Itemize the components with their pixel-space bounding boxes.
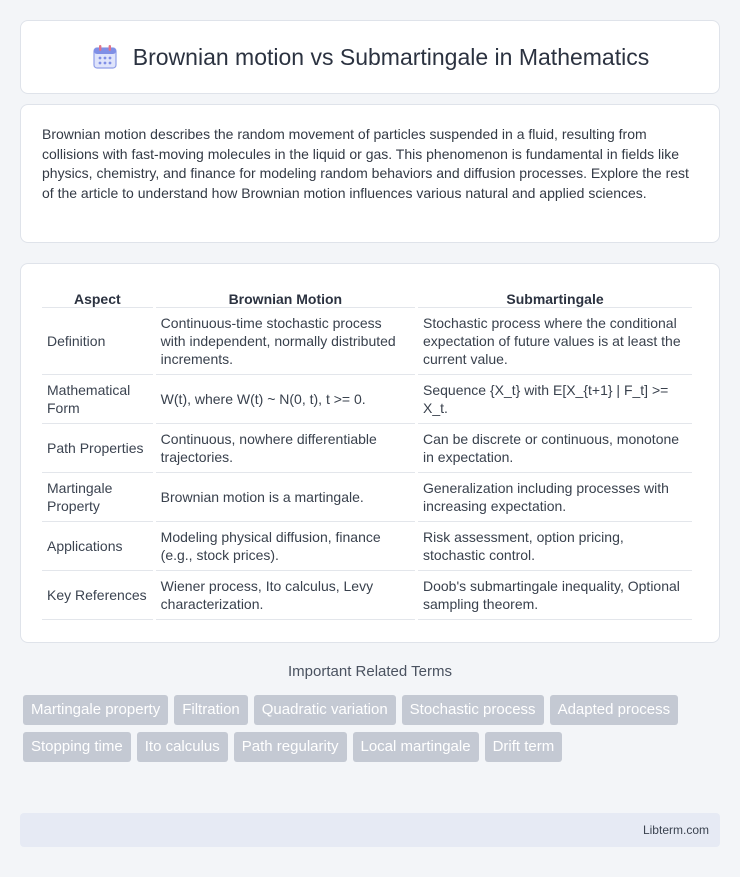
row-brownian: Continuous, nowhere differentiable trajectories. [156, 424, 415, 473]
tag-adapted-process[interactable]: Adapted process [550, 695, 679, 725]
row-aspect: Definition [42, 308, 153, 375]
comparison-table-card [20, 263, 720, 643]
row-aspect: Martingale Property [42, 473, 153, 522]
tag-quadratic-variation[interactable]: Quadratic variation [254, 695, 396, 725]
intro-paragraph: Brownian motion describes the random movement of particles suspended in a fluid, resulting from collisions with fast-moving molecules in the liquid or gas. This phenomenon is fundamental in fields like physics, chemistry, and finance for modeling random behaviors and diffusion processes. Explore the rest of the article to understand how Brownian motion influences various natural and applied sciences. [42, 126, 689, 201]
comparison-table [39, 284, 695, 620]
row-brownian: Brownian motion is a martingale. [156, 473, 415, 522]
tag-stopping-time[interactable]: Stopping time [23, 732, 131, 762]
tag-drift-term[interactable]: Drift term [485, 732, 563, 762]
footer [20, 813, 720, 847]
tag-martingale-property[interactable]: Martingale property [23, 695, 168, 725]
tag-filtration[interactable]: Filtration [174, 695, 248, 725]
page-title: Brownian motion vs Submartingale in Mathematics [132, 43, 650, 70]
table-row [42, 473, 692, 522]
row-submartingale: Stochastic process where the conditional expectation of future values is at least the current value. [418, 308, 692, 375]
row-aspect: Applications [42, 522, 153, 571]
header-card [20, 20, 720, 94]
tag-stochastic-process[interactable]: Stochastic process [402, 695, 544, 725]
table-row [42, 522, 692, 571]
row-aspect: Path Properties [42, 424, 153, 473]
table-row [42, 375, 692, 424]
table-row [42, 308, 692, 375]
row-brownian: Modeling physical diffusion, finance (e.g., stock prices). [156, 522, 415, 571]
row-brownian: Wiener process, Ito calculus, Levy characterization. [156, 571, 415, 620]
tag-local-martingale[interactable]: Local martingale [353, 732, 479, 762]
table-row [42, 571, 692, 620]
row-submartingale: Doob's submartingale inequality, Optional sampling theorem. [418, 571, 692, 620]
row-submartingale: Risk assessment, option pricing, stochastic control. [418, 522, 692, 571]
header-aspect: Aspect [42, 284, 153, 308]
footer-site-link[interactable]: Libterm.com [642, 823, 709, 837]
table-header-row [42, 284, 692, 308]
row-brownian: W(t), where W(t) ~ N(0, t), t >= 0. [156, 375, 415, 424]
header-brownian-motion: Brownian Motion [156, 284, 415, 308]
tag-path-regularity[interactable]: Path regularity [234, 732, 347, 762]
row-submartingale: Can be discrete or continuous, monotone in expectation. [418, 424, 692, 473]
intro-card [20, 104, 720, 243]
table-row [42, 424, 692, 473]
row-submartingale: Generalization including processes with increasing expectation. [418, 473, 692, 522]
tag-ito-calculus[interactable]: Ito calculus [137, 732, 228, 762]
row-brownian: Continuous-time stochastic process with independent, normally distributed increments. [156, 308, 415, 375]
row-submartingale: Sequence {X_t} with E[X_{t+1} | F_t] >= X_t. [418, 375, 692, 424]
header-submartingale: Submartingale [418, 284, 692, 308]
related-terms-title: Important Related Terms [288, 663, 452, 680]
calendar-icon [91, 43, 119, 71]
row-aspect: Key References [42, 571, 153, 620]
row-aspect: Mathematical Form [42, 375, 153, 424]
related-terms-list [23, 695, 723, 762]
